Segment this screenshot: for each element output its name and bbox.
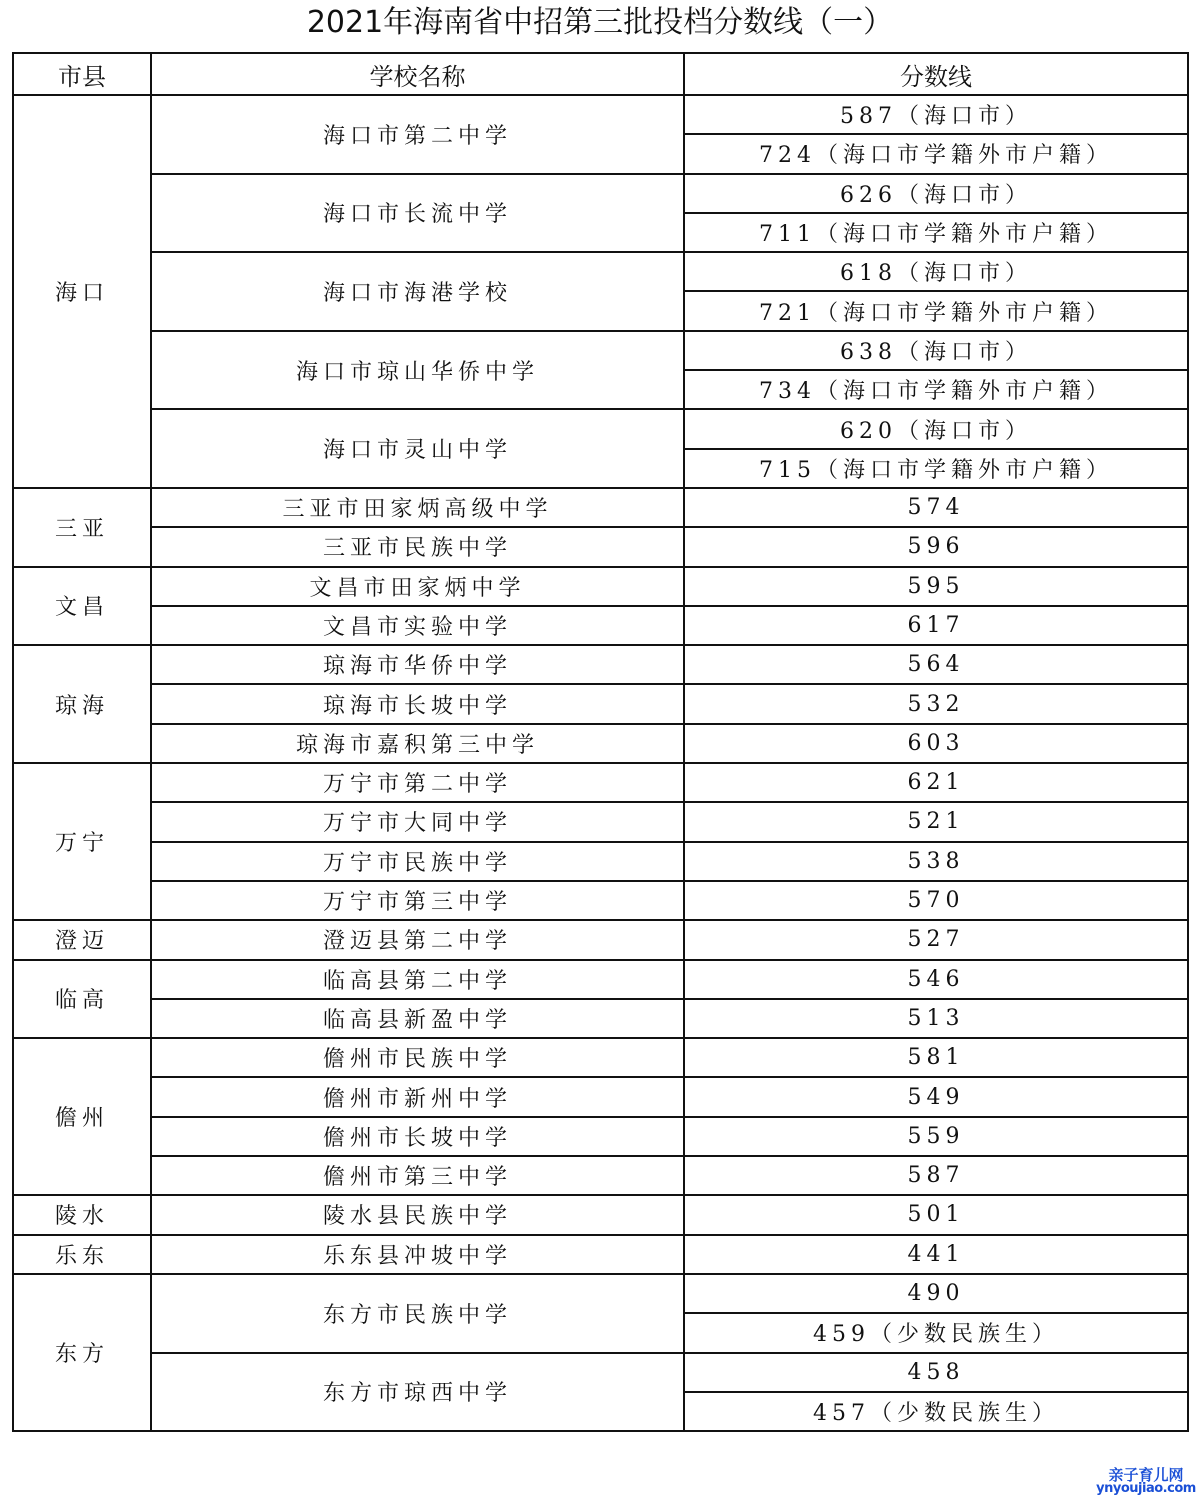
table-row bbox=[13, 881, 1188, 920]
table-row bbox=[13, 960, 1188, 999]
county-cell: 琼海 bbox=[13, 645, 151, 763]
score-cell: 595 bbox=[684, 567, 1188, 606]
score-cell: 457（少数民族生） bbox=[684, 1392, 1188, 1431]
score-cell: 596 bbox=[684, 527, 1188, 566]
score-cell: 638（海口市） bbox=[684, 331, 1188, 370]
score-cell: 617 bbox=[684, 606, 1188, 645]
school-name-cell: 三亚市田家炳高级中学 bbox=[151, 488, 684, 527]
score-cell: 521 bbox=[684, 802, 1188, 841]
score-cell: 559 bbox=[684, 1117, 1188, 1156]
school-name-cell: 乐东县冲坡中学 bbox=[151, 1235, 684, 1274]
school-name-cell: 三亚市民族中学 bbox=[151, 527, 684, 566]
score-cell: 621 bbox=[684, 763, 1188, 802]
school-name-cell: 海口市海港学校 bbox=[151, 252, 684, 331]
county-cell: 陵水 bbox=[13, 1195, 151, 1234]
table-row bbox=[13, 920, 1188, 959]
score-cell: 441 bbox=[684, 1235, 1188, 1274]
table-row bbox=[13, 999, 1188, 1038]
score-cell: 603 bbox=[684, 724, 1188, 763]
score-cell: 513 bbox=[684, 999, 1188, 1038]
table-row bbox=[13, 527, 1188, 566]
score-cell: 734（海口市学籍外市户籍） bbox=[684, 370, 1188, 409]
score-cell: 626（海口市） bbox=[684, 174, 1188, 213]
table-row bbox=[13, 724, 1188, 763]
school-name-cell: 文昌市实验中学 bbox=[151, 606, 684, 645]
table-row bbox=[13, 1274, 1188, 1313]
school-name-cell: 临高县第二中学 bbox=[151, 960, 684, 999]
table-row bbox=[13, 1038, 1188, 1077]
table-row bbox=[13, 802, 1188, 841]
school-name-cell: 琼海市长坡中学 bbox=[151, 684, 684, 723]
score-cell: 715（海口市学籍外市户籍） bbox=[684, 449, 1188, 488]
county-cell: 东方 bbox=[13, 1274, 151, 1431]
county-cell: 儋州 bbox=[13, 1038, 151, 1195]
table-row bbox=[13, 488, 1188, 527]
table-header-row bbox=[13, 53, 1188, 95]
score-cell: 490 bbox=[684, 1274, 1188, 1313]
table-row bbox=[13, 409, 1188, 448]
watermark-domain: ynyoujiao.com bbox=[1096, 1481, 1196, 1496]
table-row bbox=[13, 331, 1188, 370]
county-cell: 乐东 bbox=[13, 1235, 151, 1274]
table-row bbox=[13, 1353, 1188, 1392]
school-name-cell: 东方市琼西中学 bbox=[151, 1353, 684, 1432]
school-name-cell: 海口市灵山中学 bbox=[151, 409, 684, 488]
table-row bbox=[13, 684, 1188, 723]
header-county: 市县 bbox=[13, 53, 151, 95]
table-row bbox=[13, 606, 1188, 645]
school-name-cell: 陵水县民族中学 bbox=[151, 1195, 684, 1234]
county-cell: 万宁 bbox=[13, 763, 151, 920]
table-row bbox=[13, 1117, 1188, 1156]
score-cell: 574 bbox=[684, 488, 1188, 527]
school-name-cell: 临高县新盈中学 bbox=[151, 999, 684, 1038]
score-table bbox=[12, 52, 1189, 1432]
school-name-cell: 儋州市长坡中学 bbox=[151, 1117, 684, 1156]
table-row bbox=[13, 1156, 1188, 1195]
school-name-cell: 儋州市新州中学 bbox=[151, 1077, 684, 1116]
score-cell: 549 bbox=[684, 1077, 1188, 1116]
table-row bbox=[13, 252, 1188, 291]
school-name-cell: 东方市民族中学 bbox=[151, 1274, 684, 1353]
county-cell: 临高 bbox=[13, 960, 151, 1039]
school-name-cell: 澄迈县第二中学 bbox=[151, 920, 684, 959]
table-row bbox=[13, 1195, 1188, 1234]
school-name-cell: 海口市长流中学 bbox=[151, 174, 684, 253]
county-cell: 澄迈 bbox=[13, 920, 151, 959]
score-cell: 501 bbox=[684, 1195, 1188, 1234]
score-cell: 587 bbox=[684, 1156, 1188, 1195]
school-name-cell: 琼海市华侨中学 bbox=[151, 645, 684, 684]
table-row bbox=[13, 1235, 1188, 1274]
score-cell: 538 bbox=[684, 842, 1188, 881]
header-score: 分数线 bbox=[684, 53, 1188, 95]
table-row bbox=[13, 1077, 1188, 1116]
table-row bbox=[13, 95, 1188, 134]
county-cell: 三亚 bbox=[13, 488, 151, 567]
score-cell: 581 bbox=[684, 1038, 1188, 1077]
school-name-cell: 儋州市第三中学 bbox=[151, 1156, 684, 1195]
score-cell: 532 bbox=[684, 684, 1188, 723]
school-name-cell: 万宁市第二中学 bbox=[151, 763, 684, 802]
county-cell: 文昌 bbox=[13, 567, 151, 646]
score-cell: 564 bbox=[684, 645, 1188, 684]
score-cell: 546 bbox=[684, 960, 1188, 999]
table-row bbox=[13, 842, 1188, 881]
school-name-cell: 琼海市嘉积第三中学 bbox=[151, 724, 684, 763]
county-cell: 海口 bbox=[13, 95, 151, 488]
school-name-cell: 儋州市民族中学 bbox=[151, 1038, 684, 1077]
score-cell: 459（少数民族生） bbox=[684, 1313, 1188, 1352]
school-name-cell: 文昌市田家炳中学 bbox=[151, 567, 684, 606]
score-cell: 711（海口市学籍外市户籍） bbox=[684, 213, 1188, 252]
score-cell: 587（海口市） bbox=[684, 95, 1188, 134]
page-title: 2021年海南省中招第三批投档分数线（一） bbox=[306, 5, 894, 40]
score-cell: 620（海口市） bbox=[684, 409, 1188, 448]
table-row bbox=[13, 763, 1188, 802]
school-name-cell: 海口市琼山华侨中学 bbox=[151, 331, 684, 410]
score-cell: 570 bbox=[684, 881, 1188, 920]
score-cell: 724（海口市学籍外市户籍） bbox=[684, 134, 1188, 173]
school-name-cell: 万宁市第三中学 bbox=[151, 881, 684, 920]
watermark-brand: 亲子育儿网 bbox=[1108, 1466, 1184, 1484]
score-cell: 618（海口市） bbox=[684, 252, 1188, 291]
score-cell: 721（海口市学籍外市户籍） bbox=[684, 291, 1188, 330]
table-body bbox=[13, 95, 1188, 1431]
table-row bbox=[13, 567, 1188, 606]
school-name-cell: 万宁市民族中学 bbox=[151, 842, 684, 881]
watermark bbox=[1092, 1468, 1200, 1496]
header-school: 学校名称 bbox=[151, 53, 684, 95]
score-cell: 458 bbox=[684, 1353, 1188, 1392]
table-row bbox=[13, 645, 1188, 684]
score-cell: 527 bbox=[684, 920, 1188, 959]
school-name-cell: 万宁市大同中学 bbox=[151, 802, 684, 841]
school-name-cell: 海口市第二中学 bbox=[151, 95, 684, 174]
table-row bbox=[13, 174, 1188, 213]
